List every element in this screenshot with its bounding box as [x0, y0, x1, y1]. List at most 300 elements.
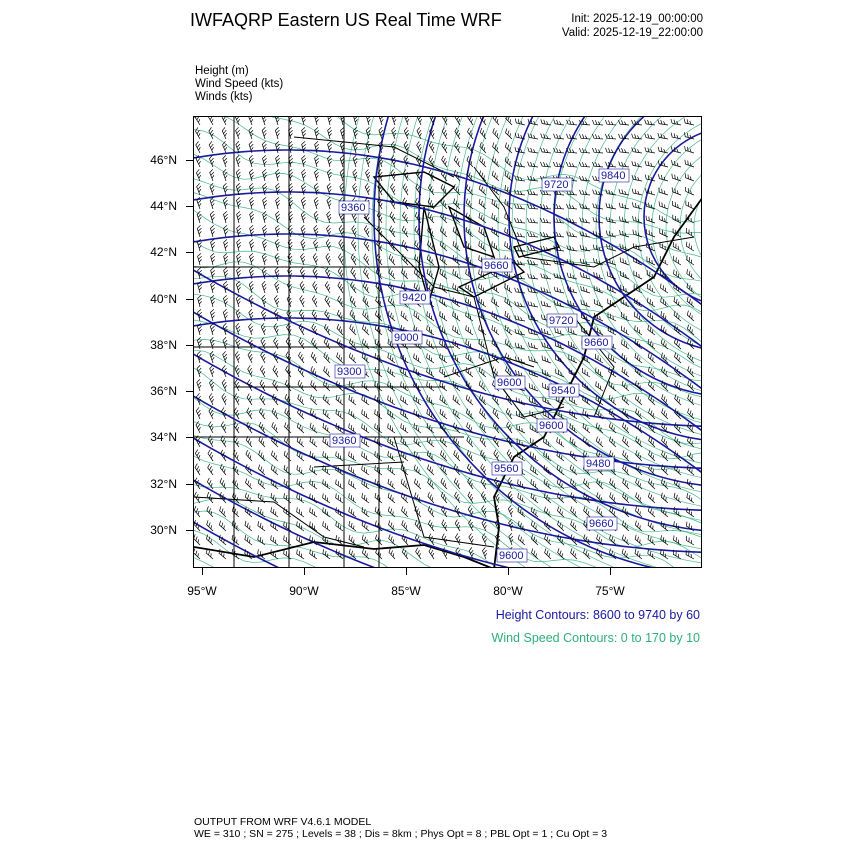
wind-barb [257, 450, 268, 461]
wind-barb [275, 225, 282, 237]
wind-barb [592, 134, 603, 139]
wind-barb [299, 281, 307, 293]
wind-barb [634, 478, 645, 489]
wind-barb [196, 365, 203, 377]
lat-label-42: 42°N [150, 245, 177, 259]
wind-barb [299, 295, 308, 307]
wind-barb [399, 311, 410, 321]
wind-barb [566, 120, 577, 125]
wind-barb [490, 325, 501, 335]
wind-barb [491, 171, 502, 181]
wind-barb [337, 268, 346, 279]
lon-label-80: 80°W [493, 584, 523, 598]
wind-barb [249, 253, 256, 265]
wind-barb [386, 353, 397, 363]
wind-barb [566, 273, 578, 279]
wind-barb [275, 211, 282, 223]
lon-tick [304, 568, 305, 575]
wind-barb [478, 156, 489, 167]
wind-barb [657, 119, 668, 125]
wind-barb [247, 351, 255, 363]
wind-barb [686, 352, 697, 363]
wind-barb [670, 133, 682, 139]
wind-barb [464, 353, 475, 363]
lat-label-46: 46°N [150, 153, 177, 167]
wind-barb [347, 395, 358, 405]
wind-barb [672, 256, 683, 265]
wind-barb [633, 549, 644, 559]
wind-barb [275, 239, 282, 251]
wind-barb [222, 351, 230, 363]
wind-barb [605, 203, 617, 209]
wind-barb [553, 134, 564, 139]
wind-barb [296, 394, 307, 405]
lon-label-90: 90°W [289, 584, 319, 598]
wind-barb [619, 271, 631, 279]
wind-barb [194, 464, 203, 475]
wind-barb [441, 520, 451, 531]
wind-barb [282, 535, 293, 545]
wind-barb [390, 183, 399, 195]
wind-barb [314, 155, 321, 167]
height-contour-label: 9660 [584, 337, 609, 349]
wind-barb [660, 479, 671, 489]
wind-barb [222, 169, 229, 181]
wind-barb [275, 183, 282, 195]
wind-barb [274, 281, 282, 293]
wind-barb [386, 465, 397, 475]
wind-barb [540, 148, 551, 153]
wind-barb [296, 437, 307, 447]
wind-barb [527, 232, 538, 237]
wind-speed-contour-legend: Wind Speed Contours: 0 to 170 by 10 [491, 631, 700, 645]
wind-barb [337, 282, 347, 293]
wind-barb [361, 310, 372, 321]
wind-barb [582, 506, 593, 517]
wind-barb [210, 211, 217, 223]
wind-barb [283, 422, 294, 433]
wind-barb [209, 351, 216, 363]
wind-barb [453, 478, 463, 489]
wind-barb [336, 310, 346, 321]
wind-barb [465, 436, 475, 447]
wind-barb [259, 380, 268, 391]
wind-barb [482, 547, 490, 559]
wind-barb [338, 225, 346, 237]
wind-barb [311, 296, 320, 307]
wind-barb [686, 366, 697, 377]
wind-barb [631, 189, 643, 195]
lat-tick [186, 437, 193, 438]
wind-barb [275, 141, 282, 153]
wind-barb [327, 169, 334, 181]
wind-barb [274, 295, 282, 307]
wind-barb [399, 423, 410, 433]
height-contour-label: 9660 [484, 260, 509, 272]
wind-barb [195, 421, 203, 433]
wind-barb [234, 117, 242, 125]
wind-barb [605, 120, 616, 125]
wind-barb [454, 117, 463, 125]
wind-barb [645, 216, 657, 223]
wind-barb [438, 409, 449, 419]
wind-barb [529, 452, 540, 461]
wind-barb [451, 311, 462, 321]
wind-barb [235, 127, 243, 139]
wind-barb [556, 520, 567, 531]
wind-barb [297, 352, 307, 363]
wind-barb [248, 323, 256, 335]
wind-barb [194, 520, 203, 531]
height-contour-legend: Height Contours: 8600 to 9740 by 60 [495, 608, 700, 622]
wind-barb [327, 117, 334, 125]
wind-barb [196, 379, 204, 391]
wind-barb [632, 230, 644, 237]
wind-barb [646, 298, 657, 307]
lon-tick [202, 568, 203, 575]
wind-barb [196, 183, 204, 195]
wind-barb [686, 465, 697, 475]
wind-barb [530, 535, 541, 545]
wind-barb [243, 521, 254, 531]
wind-barb [301, 211, 308, 223]
wind-barb [299, 267, 307, 279]
wind-barb [210, 309, 217, 321]
height-contour [509, 117, 702, 442]
wind-barb [658, 201, 670, 209]
wind-barb [540, 119, 552, 125]
wind-barb [490, 213, 501, 223]
wind-barb [673, 311, 684, 321]
wind-barb [504, 128, 515, 139]
wind-barb [218, 521, 229, 531]
wind-barb [527, 176, 538, 181]
wind-barb [271, 408, 281, 419]
wind-barb [321, 493, 332, 503]
wind-barb [401, 548, 411, 559]
wind-barb [527, 147, 538, 153]
wind-barb [441, 128, 450, 139]
wind-barb [644, 120, 655, 125]
wind-barb [312, 253, 320, 265]
wind-barb [247, 365, 256, 377]
wind-barb [543, 548, 554, 559]
lat-label-38: 38°N [150, 338, 177, 352]
wind-speed-contour [666, 139, 702, 315]
wind-barb [491, 142, 502, 153]
wind-barb [244, 479, 255, 489]
wind-barb [554, 369, 566, 377]
wind-barb [477, 213, 488, 223]
wind-barb [540, 232, 551, 237]
wind-barb [272, 366, 281, 377]
wind-barb [220, 422, 229, 433]
height-contour-label: 9560 [494, 463, 519, 475]
wind-barb [322, 366, 333, 377]
wind-barb [327, 155, 334, 167]
wind-barb [286, 295, 294, 307]
wind-barb [327, 127, 334, 139]
wind-barb [438, 395, 449, 405]
wind-barb [401, 226, 411, 237]
height-contour-label: 9720 [549, 315, 574, 327]
wind-barb [387, 282, 398, 293]
wind-barb [194, 549, 203, 559]
wind-barb [686, 311, 697, 321]
wind-barb [608, 492, 619, 503]
wind-barb [249, 239, 256, 251]
wind-barb [439, 227, 450, 237]
lat-label-36: 36°N [150, 384, 177, 398]
wind-barb [594, 368, 605, 377]
wind-barb [314, 169, 321, 181]
wind-barb [235, 351, 243, 363]
wind-barb [283, 451, 294, 461]
wind-speed-contour [194, 529, 702, 568]
wind-barb [540, 204, 551, 209]
wind-barb [388, 548, 398, 559]
wind-barb [209, 155, 217, 167]
wind-barb [363, 254, 373, 265]
wind-barb [514, 204, 525, 209]
wind-barb [441, 142, 451, 153]
wind-barb [321, 507, 332, 517]
wind-barb [593, 326, 605, 335]
wind-speed-contour [484, 117, 702, 497]
wind-barb [425, 325, 436, 335]
wind-barb [386, 395, 397, 405]
wind-barb [325, 239, 333, 251]
wind-barb [516, 493, 527, 503]
wind-barb [269, 507, 280, 517]
wind-barb [236, 253, 243, 265]
wind-barb [258, 436, 268, 447]
wind-barb [364, 183, 372, 195]
wind-barb [618, 148, 629, 153]
wind-barb [556, 548, 567, 559]
wind-barb [517, 535, 528, 545]
wind-barb [543, 534, 554, 545]
height-contour [194, 475, 702, 568]
wind-barb [685, 536, 696, 545]
wind-barb [321, 521, 332, 531]
wind-barb [208, 117, 217, 125]
wind-barb [248, 117, 256, 125]
wind-barb [295, 479, 306, 489]
wind-barb [301, 197, 308, 209]
wind-barb [454, 520, 463, 531]
wind-barb [207, 464, 217, 475]
wind-barb [232, 464, 242, 475]
wind-barb [592, 148, 603, 153]
wind-barb [301, 183, 308, 195]
wind-barb [634, 395, 645, 405]
wind-barb [312, 281, 321, 293]
wind-barb [684, 201, 696, 209]
wind-barb [223, 281, 230, 293]
lat-label-30: 30°N [150, 523, 177, 537]
valid-time: Valid: 2025-12-19_22:00:00 [561, 27, 703, 39]
wind-barb [194, 534, 203, 545]
wind-barb [196, 169, 204, 181]
wind-barb [386, 451, 397, 461]
wind-barb [439, 241, 450, 251]
wind-barb [618, 120, 629, 125]
lon-label-95: 95°W [187, 584, 217, 598]
lat-tick [186, 206, 193, 207]
wind-barb [428, 156, 437, 167]
wind-barb [231, 478, 242, 489]
wind-barb [387, 493, 398, 503]
wind-barb [324, 282, 333, 293]
lat-tick [186, 160, 193, 161]
wind-barb [314, 127, 321, 139]
field-wind-speed: Wind Speed (kts) [195, 78, 284, 90]
wind-barb [413, 479, 424, 489]
wind-barb [647, 450, 658, 461]
wind-barb [618, 203, 630, 209]
wind-barb [608, 535, 619, 545]
height-contour-label: 9000 [394, 332, 419, 344]
wind-barb [631, 202, 643, 209]
wind-barb [208, 421, 217, 433]
wind-barb [657, 174, 669, 181]
wind-barb [275, 127, 282, 139]
wind-barb [249, 211, 256, 223]
wind-barb [605, 134, 616, 139]
wind-barb [514, 190, 525, 195]
field-winds: Winds (kts) [195, 91, 253, 103]
wind-barb [321, 451, 332, 461]
wind-barb [275, 197, 282, 209]
wind-barb [404, 127, 412, 139]
wind-barb [686, 408, 697, 419]
wind-barb [454, 533, 463, 545]
wind-barb [246, 408, 256, 419]
wind-barb [632, 243, 644, 251]
wind-barb [365, 169, 373, 181]
wind-barb [282, 493, 293, 503]
lon-label-75: 75°W [595, 584, 625, 598]
wind-speed-contour [568, 117, 702, 413]
wind-barb [231, 507, 242, 517]
wind-barb [262, 197, 269, 209]
wind-barb [514, 356, 526, 363]
height-contour-label: 9660 [589, 518, 614, 530]
wind-barb [529, 493, 540, 503]
wind-barb [326, 211, 334, 223]
lat-label-32: 32°N [150, 477, 177, 491]
wind-barb [671, 174, 683, 181]
wind-barb [223, 309, 230, 321]
wind-barb [249, 169, 256, 181]
wind-barb [360, 423, 371, 433]
wind-barb [400, 520, 411, 531]
wind-barb [386, 423, 397, 433]
wind-barb [540, 246, 551, 251]
wind-barb [451, 269, 462, 279]
wind-barb [401, 212, 411, 223]
wind-barb [245, 450, 255, 461]
wind-barb [579, 217, 590, 223]
wind-barb [352, 169, 360, 181]
wind-barb [673, 422, 684, 433]
wind-barb [579, 162, 590, 167]
model-footer-line1: OUTPUT FROM WRF V4.6.1 MODEL [194, 816, 372, 828]
wind-barb [295, 507, 306, 517]
wind-barb [400, 506, 411, 517]
wind-barb [348, 353, 359, 363]
wind-barb [194, 117, 203, 125]
chart-title: IWFAQRP Eastern US Real Time WRF [190, 10, 502, 30]
wind-barb [310, 352, 320, 363]
wind-barb [338, 239, 347, 251]
wind-barb [412, 423, 423, 433]
wind-barb [400, 268, 411, 279]
wind-barb [195, 141, 204, 153]
wind-barb [210, 267, 217, 279]
map-panel [193, 116, 702, 568]
wind-barb [287, 267, 295, 279]
wind-barb [352, 183, 360, 195]
wind-barb [527, 274, 538, 279]
wind-barb [440, 492, 450, 503]
height-contour [194, 234, 702, 398]
height-contour-label: 9720 [544, 179, 569, 191]
wind-barb [360, 381, 371, 391]
wind-barb [259, 394, 269, 405]
height-contour-label: 9360 [341, 202, 366, 214]
wind-barb [326, 197, 333, 209]
wind-barb [352, 155, 359, 167]
wind-barb [528, 383, 540, 391]
height-contour-label: 9540 [551, 385, 576, 397]
wind-barb [197, 295, 204, 307]
wind-barb [221, 393, 230, 405]
height-contour-label: 9600 [497, 377, 522, 389]
wind-speed-contour [194, 365, 702, 528]
lat-tick [186, 252, 193, 253]
wind-barb [592, 162, 603, 167]
wind-barb [321, 479, 332, 489]
model-footer-line2: WE = 310 ; SN = 275 ; Levels = 38 ; Dis = 8km ; Phys Opt = 8 ; PBL Opt = 1 ; Cu Opt = 3 [194, 828, 608, 840]
wind-barb [414, 548, 424, 559]
wind-barb [554, 328, 566, 335]
wind-barb [683, 119, 695, 125]
wind-barb [363, 226, 372, 237]
wind-barb [194, 450, 203, 461]
wind-barb [270, 451, 281, 461]
wind-barb [295, 549, 306, 559]
wind-barb [566, 204, 577, 209]
wind-barb [631, 161, 643, 167]
wind-barb [508, 533, 516, 545]
wind-barb [314, 117, 321, 125]
wind-barb [298, 309, 307, 321]
wind-barb [579, 134, 590, 139]
wind-barb [210, 225, 217, 237]
wind-barb [569, 479, 580, 489]
wind-barb [478, 199, 489, 209]
wind-barb [515, 425, 527, 433]
height-contour-label: 9300 [337, 366, 362, 378]
wind-barb [360, 493, 371, 503]
wind-barb [621, 436, 632, 447]
map-plot [194, 117, 702, 568]
wind-barb [197, 253, 204, 265]
wind-barb [659, 535, 670, 545]
wind-barb [399, 395, 410, 405]
